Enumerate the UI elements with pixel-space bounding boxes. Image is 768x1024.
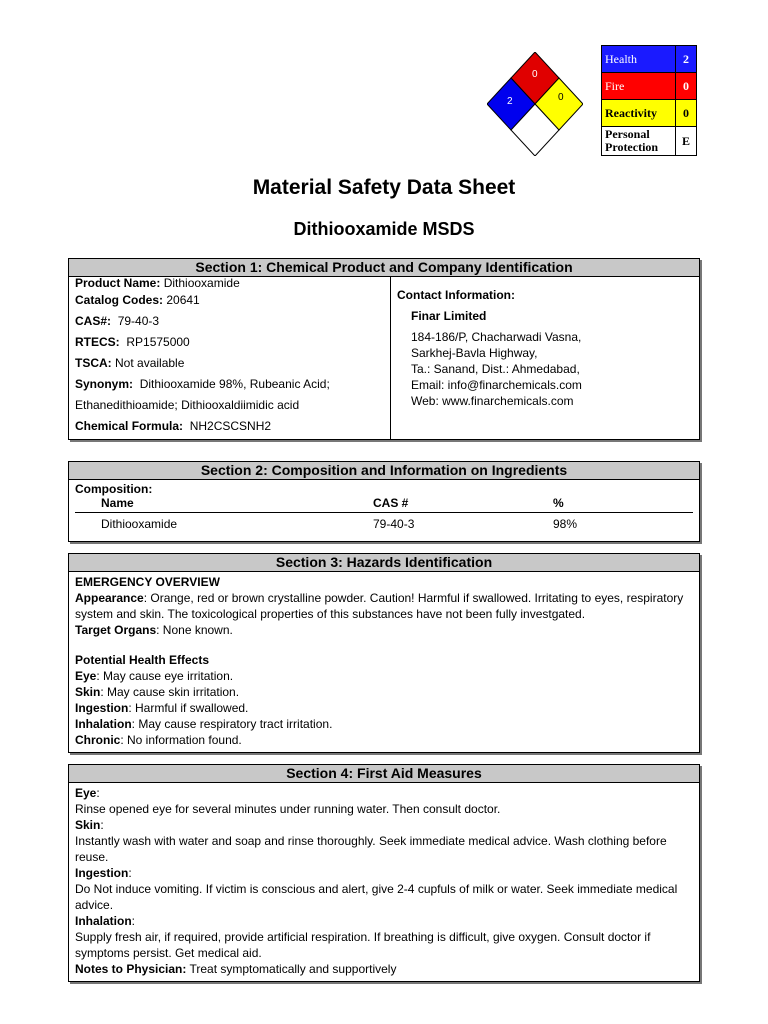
table-row (75, 513, 693, 534)
first-aid-inhalation-text-1: Supply fresh air, if required, provide artificial respiration. If breathing is difficult, give oxygen. Consult doctor if (75, 930, 651, 944)
section-1-heading: Section 1: Chemical Product and Company Identification (69, 259, 699, 277)
cas-value: 79-40-3 (117, 314, 160, 328)
synonym-value-1: Dithiooxamide 98%, Rubeanic Acid; (139, 377, 330, 391)
document-title: Material Safety Data Sheet (252, 176, 516, 199)
first-aid-skin-text-1: Instantly wash with water and soap and rinse thoroughly. Seek immediate medical advice. Wash clothing before (75, 834, 667, 848)
first-aid-ingestion-text-1: Do Not induce vomiting. If victim is conscious and alert, give 2-4 cupfuls of milk or water. Seek immediate medical (75, 882, 678, 896)
formula-value: NH2CSCSNH2 (189, 419, 272, 433)
formula-label: Chemical Formula: (75, 419, 184, 433)
inhalation-label: Inhalation (75, 717, 132, 731)
hmis-fire-row (602, 73, 697, 100)
section-3-heading: Section 3: Hazards Identification (69, 554, 699, 572)
rtecs-label: RTECS: (75, 335, 120, 349)
section-2-heading: Section 2: Composition and Information on Ingredients (69, 462, 699, 480)
tsca-label: TSCA: (75, 356, 112, 370)
first-aid-inhalation-text-2: symptoms persist. Get medical aid. (75, 946, 262, 960)
chronic-label: Chronic (75, 733, 121, 747)
hmis-fire-label: Fire (602, 73, 676, 100)
first-aid-ingestion-text-2: advice. (75, 898, 114, 912)
hmis-health-row (602, 46, 697, 73)
first-aid-skin-text-2: reuse. (75, 850, 109, 864)
column-name: Name (75, 496, 373, 513)
ingredient-percent: 98% (553, 517, 578, 531)
product-identification (69, 277, 391, 439)
hmis-reactivity-label: Reactivity (602, 100, 676, 127)
cas-label: CAS#: (75, 314, 112, 328)
product-name-label: Product Name: (75, 276, 161, 290)
ingestion-text: : Harmful if swallowed. (128, 701, 249, 715)
document-subtitle: Dithiooxamide MSDS (293, 219, 475, 239)
inhalation-text: : May cause respiratory tract irritation. (131, 717, 333, 731)
first-aid-inhalation-colon: : (131, 914, 136, 928)
section-2 (68, 461, 700, 542)
first-aid-inhalation-label: Inhalation (75, 914, 132, 928)
notes-to-physician-label: Notes to Physician: (75, 962, 187, 976)
notes-to-physician-text: Treat symptomatically and supportively (186, 962, 397, 976)
catalog-value: 20641 (166, 293, 200, 307)
hmis-fire-value: 0 (676, 73, 697, 100)
product-name-value: Dithiooxamide (163, 276, 240, 290)
column-percent: % (553, 496, 693, 513)
first-aid-eye-text: Rinse opened eye for several minutes under running water. Then consult doctor. (75, 802, 501, 816)
first-aid-ingestion-colon: : (128, 866, 132, 880)
first-aid-eye-colon: : (96, 786, 100, 800)
synonym-label: Synonym: (75, 377, 134, 391)
company-name: Finar Limited (411, 309, 487, 323)
appearance-text-2: system and skin. The toxicological properties of this substances have not been fully investgated. (75, 607, 586, 621)
chronic-text: : No information found. (120, 733, 242, 747)
appearance-label: Appearance (75, 591, 144, 605)
ingredient-name: Dithiooxamide (101, 517, 178, 531)
contact-label: Contact Information: (397, 288, 515, 302)
target-organs-text: : None known. (156, 623, 233, 637)
section-3 (68, 553, 700, 753)
nfpa-health-value: 2 (507, 96, 513, 107)
potential-health-effects-heading: Potential Health Effects (75, 653, 210, 667)
hmis-rating-table (601, 45, 697, 156)
address-line-1: 184-186/P, Chacharwadi Vasna, (411, 330, 582, 344)
tsca-value: Not available (115, 356, 185, 370)
section-4-heading: Section 4: First Aid Measures (69, 765, 699, 783)
first-aid-eye-label: Eye (75, 786, 97, 800)
skin-text: : May cause skin irritation. (100, 685, 240, 699)
contact-information (391, 277, 699, 439)
column-cas: CAS # (373, 496, 553, 513)
skin-label: Skin (75, 685, 101, 699)
appearance-text-1: : Orange, red or brown crystalline powder. Caution! Harmful if swallowed. Irritating to eyes, respiratory (143, 591, 684, 605)
ingestion-label: Ingestion (75, 701, 129, 715)
eye-text: : May cause eye irritation. (96, 669, 234, 683)
nfpa-flammability-value: 0 (532, 69, 538, 80)
synonym-value-2: Ethanedithioamide; Dithiooxaldiimidic acid (75, 398, 300, 412)
hmis-health-value: 2 (676, 46, 697, 73)
hmis-ppe-value: E (676, 127, 697, 156)
hmis-reactivity-row (602, 100, 697, 127)
composition-label: Composition: (75, 482, 153, 496)
contact-website[interactable]: Web: www.finarchemicals.com (411, 394, 574, 408)
hmis-health-label: Health (602, 46, 676, 73)
first-aid-skin-label: Skin (75, 818, 101, 832)
composition-table (75, 496, 693, 533)
rtecs-value: RP1575000 (126, 335, 190, 349)
nfpa-fire-diamond (487, 52, 583, 156)
address-line-2: Sarkhej-Bavla Highway, (411, 346, 538, 360)
catalog-label: Catalog Codes: (75, 293, 164, 307)
section-1 (68, 258, 700, 440)
target-organs-label: Target Organs (75, 623, 157, 637)
nfpa-reactivity-value: 0 (558, 92, 564, 103)
ingredient-cas: 79-40-3 (373, 517, 415, 531)
eye-label: Eye (75, 669, 97, 683)
first-aid-ingestion-label: Ingestion (75, 866, 129, 880)
first-aid-skin-colon: : (100, 818, 104, 832)
hmis-ppe-row (602, 127, 697, 156)
section-4 (68, 764, 700, 982)
contact-email[interactable]: Email: info@finarchemicals.com (411, 378, 582, 392)
emergency-overview-heading: EMERGENCY OVERVIEW (75, 575, 220, 589)
address-line-3: Ta.: Sanand, Dist.: Ahmedabad, (411, 362, 580, 376)
hmis-ppe-label: Personal Protection (602, 127, 676, 156)
hmis-reactivity-value: 0 (676, 100, 697, 127)
